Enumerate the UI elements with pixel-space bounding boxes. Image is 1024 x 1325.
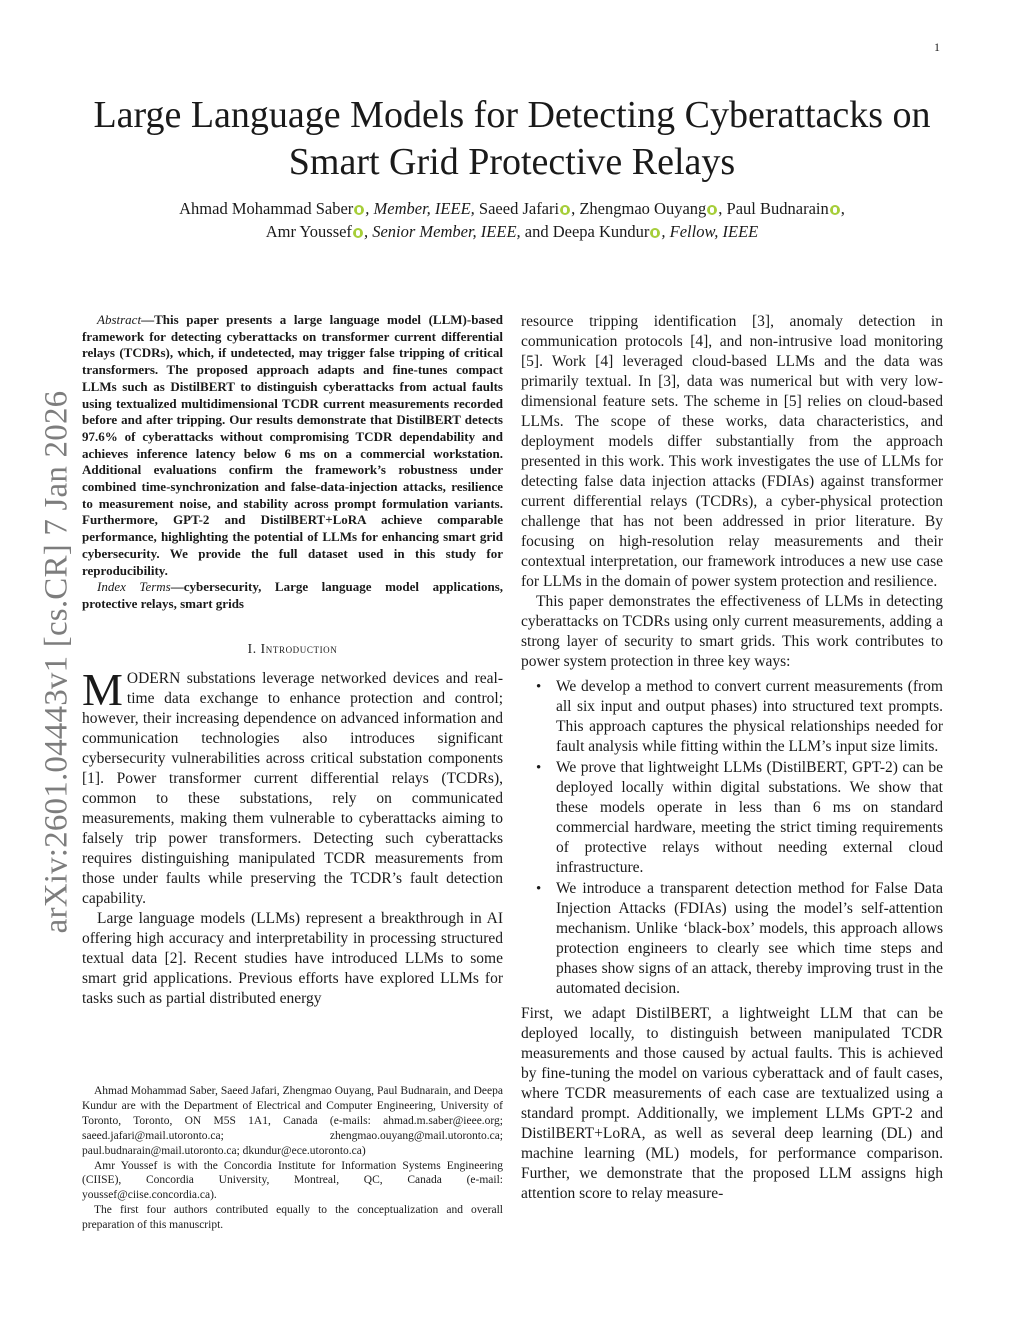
list-item: • We prove that lightweight LLMs (DistilBERT, GPT-2) can be deployed locally within digital substations. We show that these models operate in less than 6 ms on standard commercial hardware, meeting the strict timing requirements of protective relays without needing external cloud infrastructure. [556,758,943,878]
body-paragraph: resource tripping identification [3], anomaly detection in communication protocols [4], and non-intrusive load monitoring [5]. Work [4] leveraged cloud-based LLMs and the data was primarily textual. In [3], data was numerical but with very low-dimensional feature sets. The scheme in [5] relies on cloud-based LLMs. The scope of these works, data characteristics, and deployment models differ substantially from the approach presented in this work. This work investigates the use of LLMs for detecting false data injection attacks (FDIAs) against transformer current differential relays (TCDRs), a cyber-physical protection challenge that has not been addressed in prior literature. By focusing on high-resolution relay measurements and their contextual interpretation, our framework introduces a new use case for LLMs in the domain of power system protection and resilience. [521,313,943,590]
footnote-affiliation: Amr Youssef is with the Concordia Institute for Information Systems Engineering (CIISE), Concordia University, Montreal, QC, Canada (e-mail: youssef@ciise.concordia.ca). [82,1159,503,1202]
orcid-icon[interactable] [650,228,660,238]
list-item: • We develop a method to convert current measurements (from all six input and output phases) into structured text prompts. This approach captures the physical relationships needed for fault analysis while fitting within the LLM’s input size limits. [556,677,943,757]
author-membership: , Fellow, IEEE [661,222,759,241]
author-name: Saeed Jafari [474,199,560,218]
orcid-icon[interactable] [830,205,840,215]
left-column [82,312,503,1009]
footnote-affiliation: Ahmad Mohammad Saber, Saeed Jafari, Zhengmao Ouyang, Paul Budnarain, and Deepa Kundur are with the Department of Electrical and Computer Engineering, University of Toronto, Toronto, ON M5S 1A1, Canada (e-mails: ahmad.m.saber@ieee.org; saeed.jafari@mail.utoronto.ca; zhengmao.ouyang@mail.utoronto.ca; paul.budnarain@mail.utoronto.ca; dkundur@ece.utoronto.ca) [82,1085,503,1157]
author-name: and Deepa Kundur [520,222,650,241]
author-name: Ahmad Mohammad Saber [179,199,354,218]
footnotes [82,1084,503,1233]
body-paragraph: First, we adapt DistilBERT, a lightweight LLM that can be deployed locally, to distinguish between manipulated TCDR measurements and those caused by actual faults. This is achieved by fine-tuning the model on various cyberattack and of fault cases, where TCDR measurements of each case are textualized using a standard prompt. Additionally, we implement LLMs GPT-2 and DistilBERT+LoRA, as well as several deep learning (DL) and machine learning (ML) models, for performance comparison. Further, we demonstrate that the proposed LLM assigns high attention score to relay measure- [521,1005,943,1202]
author-name: , Zhengmao Ouyang [571,199,707,218]
index-terms [82,579,503,612]
abstract [82,312,503,579]
index-terms-label: Index Terms [97,579,171,595]
orcid-icon[interactable] [707,205,717,215]
drop-cap: M [82,663,123,715]
author-list [100,197,924,243]
arxiv-identifier-stamp: arXiv:2601.04443v1 [cs.CR] 7 Jan 2026 [38,390,75,934]
orcid-icon[interactable] [354,205,364,215]
orcid-icon[interactable] [353,228,363,238]
abstract-text: —This paper presents a large language model (LLM)-based framework for detecting cyberattacks on transformer current differential relays (TCDRs), which, if undetected, may trigger false tripping of critical transformers. The proposed approach adapts and fine-tunes compact LLMs such as DistilBERT to distinguish cyberattacks from actual faults using textualized multidimensional TCDR current measurements recorded before and after tripping. Our results demonstrate that DistilBERT detects 97.6% of cyberattacks without compromising TCDR dependability and achieves inference latency below 6 ms on a commercial workstation. Additional evaluations confirm the framework’s robustness under combined time-synchronization and false-data-injection attacks, resilience to measurement noise, and stability across prompt formulation variants. Furthermore, GPT-2 and DistilBERT+LoRA achieve comparable performance, highlighting the potential of LLMs for enhancing smart grid cybersecurity. We provide the full dataset used in this study for reproducibility. [82,312,503,578]
right-column [521,312,943,1204]
index-terms-text: —cybersecurity, Large language model applications, protective relays, smart grids [82,579,504,611]
contributions-list [521,677,943,999]
body-paragraph: This paper demonstrates the effectiveness of LLMs in detecting cyberattacks on TCDRs using only current measurements, adding a strong layer of security to smart grids. This work contributes to power system protection in three key ways: [521,593,943,670]
list-item: • We introduce a transparent detection method for False Data Injection Attacks (FDIAs) using the model’s self-attention mechanism. Unlike ‘black-box’ models, this approach allows protection engineers to clearly see which time steps and phases show signs of an attack, thereby improving trust in the automated decision. [556,879,943,999]
author-name: , Paul Budnarain [718,199,829,218]
author-membership: , Senior Member, IEEE, [363,222,521,241]
page-number: 1 [934,40,940,54]
intro-paragraph [82,663,503,909]
author-separator: , [840,199,845,218]
paper-title: Large Language Models for Detecting Cyberattacks on Smart Grid Protective Relays [93,94,931,183]
author-membership: , Member, IEEE, [365,199,475,218]
footnote-contribution: The first four authors contributed equally to the conceptualization and overall preparation of this manuscript. [82,1204,503,1232]
section-heading-introduction: I. Introduction [247,640,338,656]
author-name: Amr Youssef [265,222,352,241]
intro-paragraph-text: ODERN substations leverage networked devices and real-time data exchange to enhance protection and control; however, their increasing dependence on advanced information and communication technologies also introduces significant cybersecurity vulnerabilities across critical substation components [1]. Power transformer current differential relays (TCDRs), common to these substations, rely on communicated measurements, making them vulnerable to cyberattacks aiming to falsely trip power transformers. Detecting such cyberattacks requires distinguishing manipulated TCDR measurements from those under faults while preserving the TCDR’s fault detection capability. [82,669,503,907]
orcid-icon[interactable] [560,205,570,215]
intro-paragraph: Large language models (LLMs) represent a breakthrough in AI offering high accuracy and interpretability in processing structured textual data [2]. Recent studies have introduced LLMs to some smart grid applications. Previous efforts have explored LLMs for tasks such as partial distributed energy [82,909,503,1007]
abstract-label: Abstract [97,312,142,327]
